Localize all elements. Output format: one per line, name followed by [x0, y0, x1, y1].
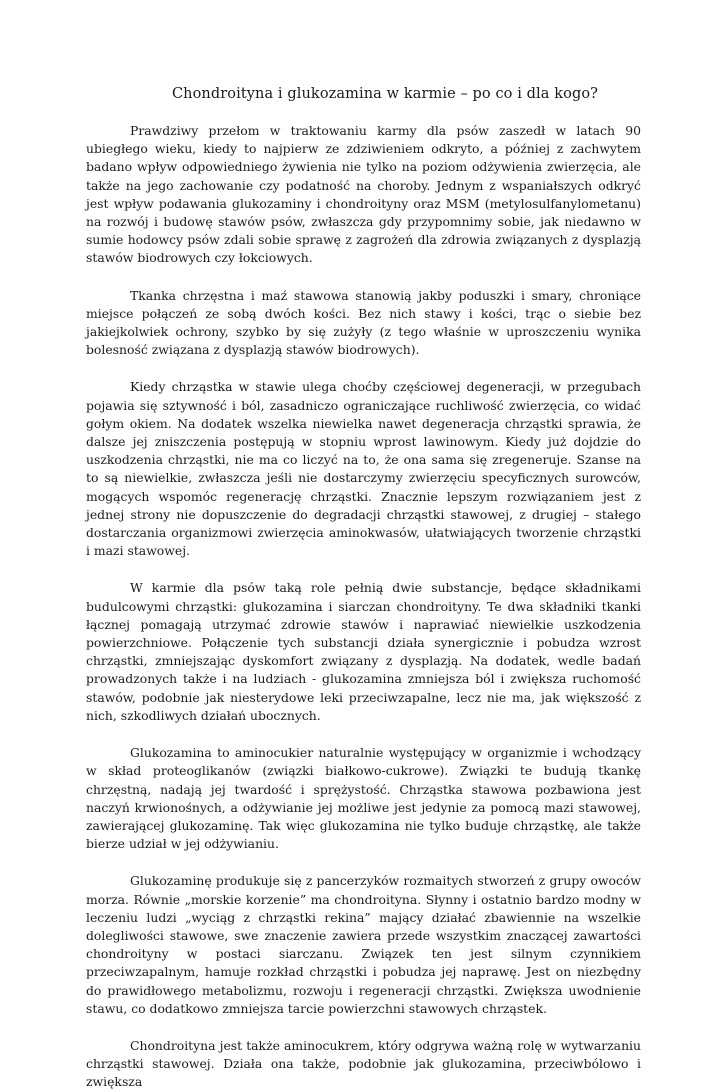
paragraph-1: Prawdziwy przełom w traktowaniu karmy dla psów zaszedł w latach 90 ubiegłego wieku, kiedy to najpierw ze zdziwieniem odkryto, a później z zachwytem badano wpływ odpowiedniego żywienia nie tylko na poziom odżywienia zwierzęcia, ale także na jego zachowanie czy podatność na choroby. Jednym z wspaniałszych odkryć jest wpływ podawania glukozaminy i chondroityny oraz MSM (metylosulfanylometanu) na rozwój i budowę stawów psów, zwłaszcza gdy przypomnimy sobie, jak niedawno w sumie hodowcy psów zdali sobie sprawę z zagrożeń dla zdrowia związanych z dysplazją stawów biodrowych czy łokciowych.: [86, 123, 641, 266]
document-title: Chondroityna i glukozamina w karmie – po co i dla kogo?: [171, 86, 599, 102]
paragraph-2: Tkanka chrzęstna i maź stawowa stanowią jakby poduszki i smary, chroniące miejsce połączeń ze sobą dwóch kości. Bez nich stawy i kości, trąc o siebie bez jakiejkolwiek ochrony, szybko by się zużyły (z tego właśnie w uproszczeniu wynika bolesność związana z dysplazją stawów biodrowych).: [86, 287, 641, 358]
paragraph-4: W karmie dla psów taką role pełnią dwie substancje, będące składnikami budulcowymi chrząstki: glukozamina i siarczan chondroityny. Te dwa składniki tkanki łącznej pomagają utrzymać zdrowie stawów i naprawiać niewielkie uszkodzenia powierzchniowe. Połączenie tych substancji działa synergicznie i pobudza wzrost chrząstki, zmniejszając dyskomfort związany z dysplazją. Na dodatek, wedle badań prowadzonych także i na ludziach - glukozamina zmniejsza ból i zwiększa ruchomość stawów, podobnie jak niesterydowe leki przeciwzapalne, lecz nie ma, jak większość z nich, szkodliwych działań ubocznych.: [86, 580, 641, 723]
document-body: [86, 122, 641, 1092]
paragraph-5: Glukozamina to aminocukier naturalnie występujący w organizmie i wchodzący w skład proteoglikanów (związki białkowo-cukrowe). Związki te budują tkankę chrzęstną, nadają jej twardość i sprężystość. Chrząstka stawowa pozbawiona jest naczyń krwionośnych, a odżywianie jej możliwe jest jedynie za pomocą mazi stawowej, zawierającej glukozaminę. Tak więc glukozamina nie tylko buduje chrząstkę, ale także bierze udział w jej odżywianiu.: [86, 745, 641, 852]
paragraph-7: Chondroityna jest także aminocukrem, który odgrywa ważną rolę w wytwarzaniu chrząstki stawowej. Działa ona także, podobnie jak glukozamina, przeciwbólowo i zwiększa: [86, 1037, 641, 1090]
paragraph-6: Glukozaminę produkuje się z pancerzyków rozmaitych stworzeń z grupy owoców morza. Równie „morskie korzenie” ma chondroityna. Słynny i ostatnio bardzo modny w leczeniu ludzi „wyciąg z chrząstki rekina” mający działać zbawiennie na wszelkie dolegliwości stawowe, swe znaczenie zawiera przede wszystkim znaczącej zawartości chondroityny w postaci siarczanu. Związek ten jest silnym czynnikiem przeciwzapalnym, hamuje rozkład chrząstki i pobudza jej naprawę. Jest on niezbędny do prawidłowego metabolizmu, rozwoju i regeneracji chrząstki. Zwiększa uwodnienie stawu, co dodatkowo zmniejsza tarcie powierzchni stawowych chrząstek.: [86, 873, 641, 1016]
paragraph-3: Kiedy chrząstka w stawie ulega choćby częściowej degeneracji, w przegubach pojawia się sztywność i ból, zasadniczo ograniczające ruchliwość zwierzęcia, co widać gołym okiem. Na dodatek wszelka niewielka nawet degeneracja chrząstki sprawia, że dalsze jej zniszczenia postępują w stopniu wprost lawinowym. Kiedy już dojdzie do uszkodzenia chrząstki, nie ma co liczyć na to, że ona sama się zregeneruje. Szanse na to są niewielkie, zwłaszcza jeśli nie dostarczymy zwierzęciu specyficznych surowców, mogących wspomóc regenerację chrząstki. Znacznie lepszym rozwiązaniem jest z jednej strony nie dopuszczenie do degradacji chrząstki stawowej, z drugiej – stałego dostarczania organizmowi zwierzęcia aminokwasów, ułatwiających tworzenie chrząstki i mazi stawowej.: [86, 379, 641, 559]
